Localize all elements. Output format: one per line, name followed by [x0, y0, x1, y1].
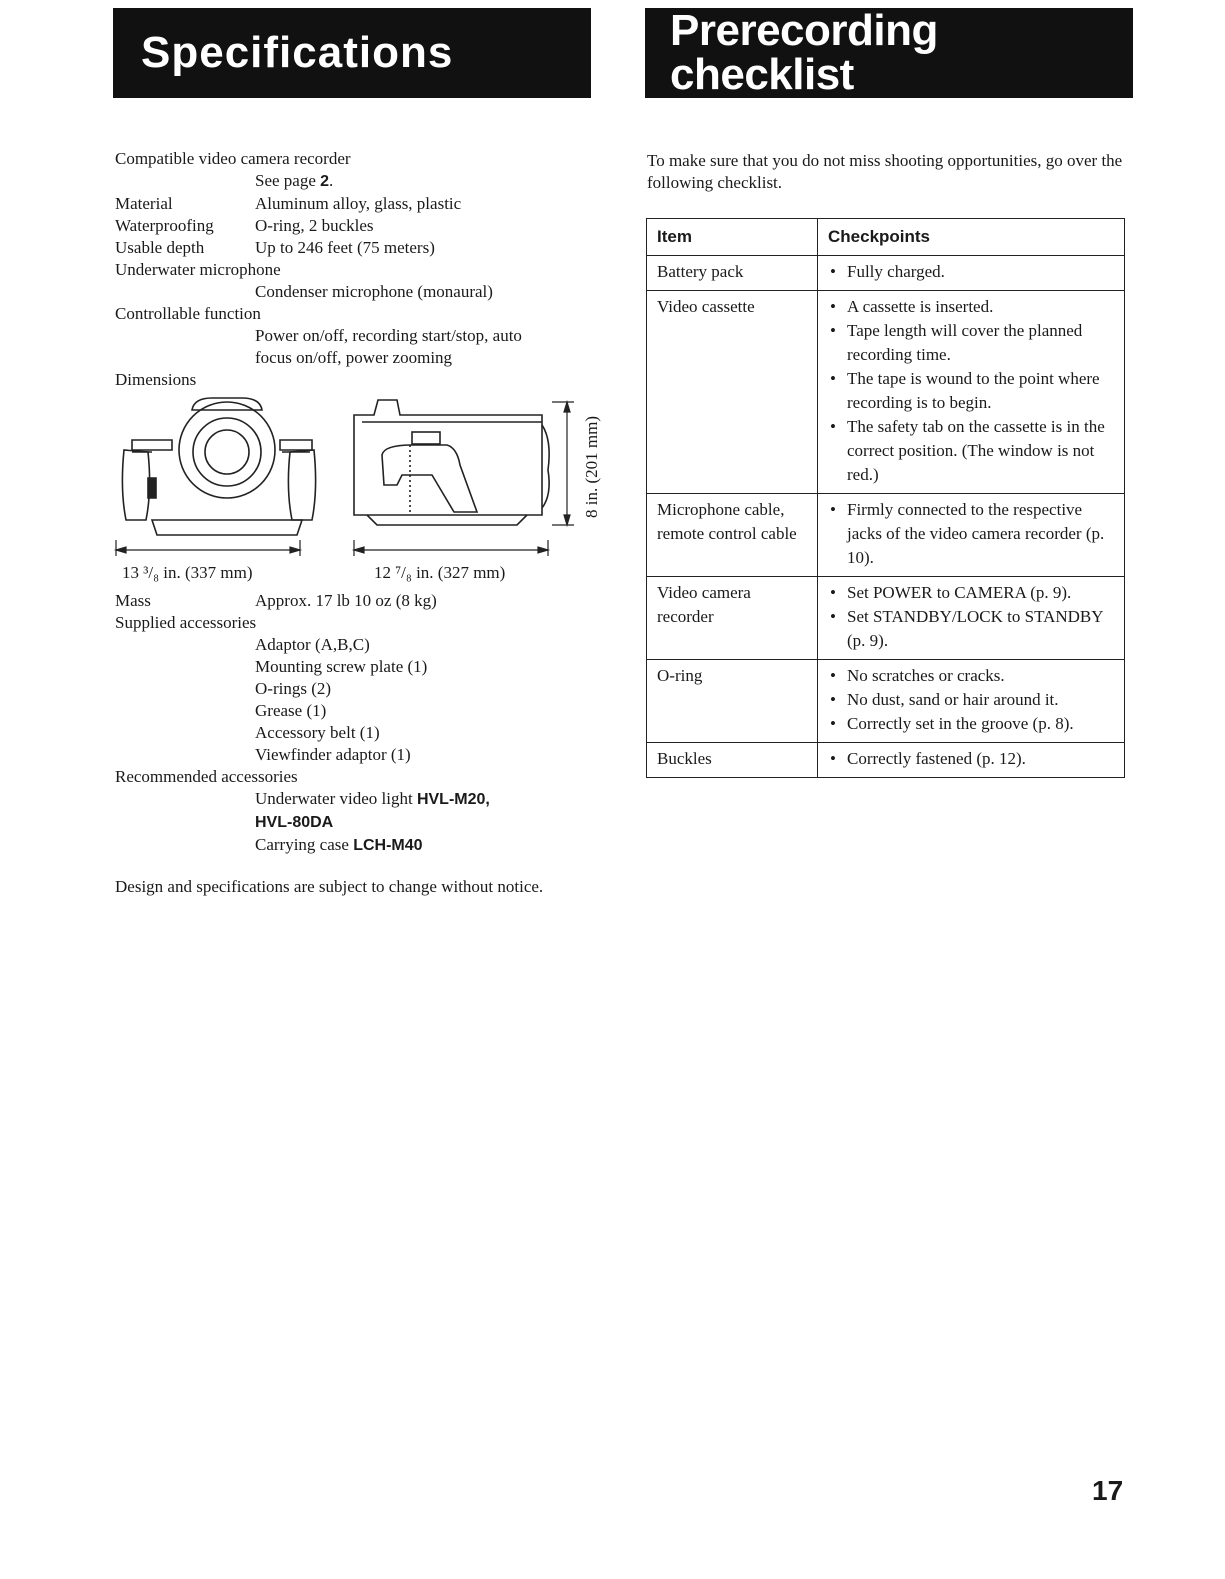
spec-row-waterproofing: [115, 215, 635, 237]
row-item: Video cassette: [647, 291, 818, 494]
row-checkpoints: [818, 256, 1125, 291]
dimension-lines: [116, 402, 574, 556]
front-view-illustration: [122, 398, 315, 535]
spec-label: Supplied accessories: [115, 613, 257, 632]
checklist-table: [646, 218, 1125, 778]
table-row: [647, 660, 1125, 743]
checkpoint: • Correctly fastened (p. 12).: [828, 747, 1118, 771]
header-item: Item: [647, 219, 818, 256]
accessory-item: Accessory belt (1): [255, 723, 380, 742]
recommended-case: Carrying case LCH-M40: [255, 835, 423, 854]
accessory-item: Adaptor (A,B,C): [255, 635, 370, 654]
recommended-light-model: HVL-80DA: [255, 814, 334, 831]
spec-label: Usable depth: [115, 238, 205, 257]
spec-value: Approx. 17 lb 10 oz (8 kg): [255, 591, 437, 610]
accessory-item: Grease (1): [255, 701, 327, 720]
spec-value: focus on/off, power zooming: [255, 348, 453, 367]
checkpoint: • No scratches or cracks.: [828, 664, 1118, 688]
spec-value: Power on/off, recording start/stop, auto: [255, 326, 522, 345]
spec-value: Condenser microphone (monaural): [255, 282, 493, 301]
dimensions-diagram: [112, 390, 612, 590]
spec-label: Controllable function: [115, 304, 261, 323]
row-checkpoints: [818, 494, 1125, 577]
checkpoint: • Firmly connected to the respective jacks of the video camera recorder (p. 10).: [828, 498, 1118, 570]
checkpoint: • Tape length will cover the planned recording time.: [828, 319, 1118, 367]
spec-label: Compatible video camera recorder: [115, 149, 351, 168]
width-dimension-label: 13 ³/₈ in. (337 mm): [122, 563, 253, 582]
table-row: [647, 577, 1125, 660]
checkpoint: • A cassette is inserted.: [828, 295, 1118, 319]
spec-value: O-ring, 2 buckles: [255, 216, 374, 235]
spec-value: Aluminum alloy, glass, plastic: [255, 194, 462, 213]
accessory-item: Viewfinder adaptor (1): [255, 745, 411, 764]
spec-label: Recommended accessories: [115, 767, 298, 786]
spec-label: Material: [115, 194, 173, 213]
spec-value: Up to 246 feet (75 meters): [255, 238, 435, 257]
row-item: Microphone cable, remote control cable: [647, 494, 818, 577]
length-dimension-label: 12 ⁷/₈ in. (327 mm): [374, 563, 506, 582]
height-dimension-label: 8 in. (201 mm): [582, 416, 601, 518]
checkpoint: • The tape is wound to the point where recording is to begin.: [828, 367, 1118, 415]
row-checkpoints: [818, 743, 1125, 778]
checkpoint: • Correctly set in the groove (p. 8).: [828, 712, 1118, 736]
spec-row-mass: [115, 590, 635, 612]
spec-label: Underwater microphone: [115, 260, 281, 279]
table-row: [647, 743, 1125, 778]
row-item: O-ring: [647, 660, 818, 743]
checkpoint: • No dust, sand or hair around it.: [828, 688, 1118, 712]
header-checkpoints: Checkpoints: [818, 219, 1125, 256]
checkpoint: • The safety tab on the cassette is in the correct position. (The window is not red.): [828, 415, 1118, 487]
table-row: [647, 256, 1125, 291]
prerecording-checklist-title: Prerecording checklist: [645, 8, 1133, 98]
spec-value: See page 2.: [255, 171, 334, 190]
row-checkpoints: [818, 291, 1125, 494]
row-checkpoints: [818, 660, 1125, 743]
checkpoint: • Set STANDBY/LOCK to STANDBY (p. 9).: [828, 605, 1118, 653]
table-header-row: [647, 219, 1125, 256]
spec-label: Mass: [115, 591, 151, 610]
spec-row-usable-depth: [115, 237, 635, 259]
spec-row-material: [115, 193, 635, 215]
spec-label: Waterproofing: [115, 216, 214, 235]
accessories-list: [115, 590, 635, 857]
specifications-title: Specifications: [113, 8, 591, 98]
accessory-item: O-rings (2): [255, 679, 332, 698]
row-checkpoints: [818, 577, 1125, 660]
side-view-illustration: [354, 400, 549, 525]
checkpoint: • Set POWER to CAMERA (p. 9).: [828, 581, 1118, 605]
accessory-item: Mounting screw plate (1): [255, 657, 428, 676]
recommended-light: Underwater video light HVL-M20,: [255, 789, 490, 808]
row-item: Video camera recorder: [647, 577, 818, 660]
checkpoint: • Fully charged.: [828, 260, 1118, 284]
row-item: Buckles: [647, 743, 818, 778]
change-notice: Design and specifications are subject to change without notice.: [115, 877, 544, 896]
spec-label: Dimensions: [115, 370, 197, 389]
checklist-intro: To make sure that you do not miss shooting opportunities, go over the following checklist.: [647, 151, 1123, 192]
page-number: 17: [1092, 1475, 1124, 1506]
row-item: Battery pack: [647, 256, 818, 291]
specifications-list: [115, 148, 635, 391]
table-row: [647, 291, 1125, 494]
table-row: [647, 494, 1125, 577]
